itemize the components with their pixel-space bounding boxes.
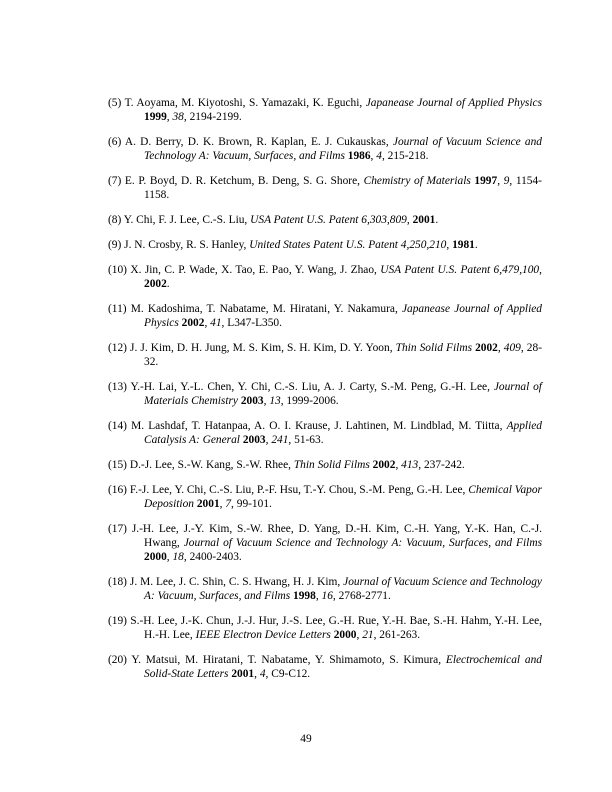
reference-number: (16) [108, 484, 127, 496]
reference-entry: (14) M. Lashdaf, T. Hatanpaa, A. O. I. Krause, J. Lahtinen, M. Lindblad, M. Tiitta, Applied Catalysis A: General 2003, 241, 51-63. [108, 420, 542, 446]
reference-pages: L347-L350. [227, 317, 282, 329]
reference-journal: Journal of Vacuum Science and Technology A: Vacuum, Surfaces, and Films [144, 136, 542, 162]
reference-authors: Y. Chi, F. J. Lee, C.-S. Liu, [123, 214, 248, 226]
reference-year: 2002 [372, 459, 396, 471]
reference-journal: Electrochemical and Solid-State Letters [144, 654, 542, 680]
reference-volume: 7 [225, 498, 232, 510]
reference-number: (17) [108, 523, 127, 535]
reference-authors: F.-J. Lee, Y. Chi, C.-S. Liu, P.-F. Hsu, T.-Y. Chou, S.-M. Peng, G.-H. Lee, [129, 484, 466, 496]
reference-entry: (7) E. P. Boyd, D. R. Ketchum, B. Deng, S. G. Shore, Chemistry of Materials 1997, 9, 1154-1158. [108, 175, 542, 201]
reference-entry: (10) X. Jin, C. P. Wade, X. Tao, E. Pao, Y. Wang, J. Zhao, USA Patent U.S. Patent 6,479,100, 2002. [108, 264, 542, 290]
reference-journal: Journal of Materials Chemistry [144, 381, 542, 407]
reference-journal: Chemical Vapor Deposition [144, 484, 542, 510]
reference-pages: 237-242. [423, 459, 465, 471]
reference-journal: Thin Solid Films [293, 459, 370, 471]
reference-list [108, 96, 542, 692]
reference-volume: 41 [210, 317, 222, 329]
reference-authors: Y.-H. Lai, Y.-L. Chen, Y. Chi, C.-S. Liu, A. J. Carty, S.-M. Peng, G.-H. Lee, [130, 381, 490, 393]
reference-pages: C9-C12. [271, 668, 311, 680]
reference-year: 2003 [242, 434, 266, 446]
reference-authors: Y. Matsui, M. Hiratani, T. Nabatame, Y. Shimamoto, S. Kimura, [131, 654, 442, 666]
reference-entry: (13) Y.-H. Lai, Y.-L. Chen, Y. Chi, C.-S. Liu, A. J. Carty, S.-M. Peng, G.-H. Lee, Journal of Materials Chemistry 2003, 13, 1999-2006. [108, 381, 542, 407]
reference-number: (18) [108, 576, 127, 588]
reference-pages: 261-263. [379, 629, 421, 641]
reference-entry: (18) J. M. Lee, J. C. Shin, C. S. Hwang, H. J. Kim, Journal of Vacuum Science and Technology A: Vacuum, Surfaces, and Films 1998, 16, 2768-2771. [108, 576, 542, 602]
reference-journal: USA Patent U.S. Patent 6,479,100 [380, 264, 540, 276]
reference-number: (9) [108, 239, 122, 251]
reference-number: (14) [108, 420, 127, 432]
reference-journal: Japanease Journal of Applied Physics [144, 303, 542, 329]
reference-journal: Japanease Journal of Applied Physics [365, 97, 542, 109]
reference-number: (7) [108, 175, 122, 187]
reference-year: 2002 [181, 317, 205, 329]
reference-authors: D.-J. Lee, S.-W. Kang, S.-W. Rhee, [129, 459, 291, 471]
reference-pages: 215-218. [387, 150, 429, 162]
reference-number: (20) [108, 654, 127, 666]
reference-pages: 2194-2199. [189, 111, 242, 123]
reference-number: (19) [108, 615, 127, 627]
reference-entry: (17) J.-H. Lee, J.-Y. Kim, S.-W. Rhee, D. Yang, D.-H. Kim, C.-H. Yang, Y.-K. Han, C.-J. Hwang, Journal of Vacuum Science and Technology A: Vacuum, Surfaces, and Films 2000, 18, 2400-2403. [108, 523, 542, 563]
reference-year: 1986 [347, 150, 371, 162]
reference-pages: 28-32. [144, 342, 542, 368]
reference-entry: (15) D.-J. Lee, S.-W. Kang, S.-W. Rhee, Thin Solid Films 2002, 413, 237-242. [108, 459, 465, 471]
reference-year: 1981 [452, 239, 475, 251]
reference-authors: J.-H. Lee, J.-Y. Kim, S.-W. Rhee, D. Yang, D.-H. Kim, C.-H. Yang, Y.-K. Han, C.-J. Hwang, [131, 523, 542, 549]
reference-volume: 4 [259, 668, 266, 680]
reference-entry: (6) A. D. Berry, D. K. Brown, R. Kaplan, E. J. Cukauskas, Journal of Vacuum Science and Technology A: Vacuum, Surfaces, and Films 1986, 4, 215-218. [108, 136, 542, 162]
reference-journal: Journal of Vacuum Science and Technology A: Vacuum, Surfaces, and Films [144, 576, 542, 602]
reference-entry: (19) S.-H. Lee, J.-K. Chun, J.-J. Hur, J.-S. Lee, G.-H. Rue, Y.-H. Bae, S.-H. Hahm, Y.-H. Lee, H.-H. Lee, IEEE Electron Device Letters 2000, 21, 261-263. [108, 615, 542, 641]
reference-authors: T. Aoyama, M. Kiyotoshi, S. Yamazaki, K. Eguchi, [124, 97, 363, 109]
reference-pages: 1154-1158. [144, 175, 542, 201]
reference-pages: 2768-2771. [338, 590, 391, 602]
reference-number: (10) [108, 264, 127, 276]
page-number: 49 [300, 733, 312, 745]
reference-journal: USA Patent U.S. Patent 6,303,809 [250, 214, 407, 226]
reference-year: 1998 [293, 590, 316, 602]
reference-number: (11) [108, 303, 127, 315]
reference-number: (5) [108, 97, 122, 109]
reference-year: 2003 [240, 395, 264, 407]
reference-volume: 18 [172, 551, 184, 563]
reference-pages: 99-101. [236, 498, 272, 510]
reference-year: 2001 [412, 214, 436, 226]
reference-pages: 51-63. [294, 434, 324, 446]
reference-volume: 4 [376, 150, 382, 162]
reference-entry: (12) J. J. Kim, D. H. Jung, M. S. Kim, S. H. Kim, D. Y. Yoon, Thin Solid Films 2002, 409, 28-32. [108, 342, 542, 368]
reference-authors: J. M. Lee, J. C. Shin, C. S. Hwang, H. J. Kim, [129, 576, 341, 588]
reference-entry: (9) J. N. Crosby, R. S. Hanley, United States Patent U.S. Patent 4,250,210, 1981. [108, 239, 478, 251]
reference-journal: Journal of Vacuum Science and Technology A: Vacuum, Surfaces, and Films [183, 537, 542, 549]
reference-year: 1997 [474, 175, 498, 187]
reference-authors: J. N. Crosby, R. S. Hanley, [124, 239, 247, 251]
reference-authors: M. Lashdaf, T. Hatanpaa, A. O. I. Krause, J. Lahtinen, M. Lindblad, M. Tiitta, [131, 420, 503, 432]
reference-volume: 409 [503, 342, 521, 354]
reference-year: 2002 [144, 278, 167, 290]
reference-year: 1999 [144, 111, 167, 123]
reference-volume: 9 [503, 175, 510, 187]
reference-entry: (20) Y. Matsui, M. Hiratani, T. Nabatame, Y. Shimamoto, S. Kimura, Electrochemical and Solid-State Letters 2001, 4, C9-C12. [108, 654, 542, 680]
reference-number: (12) [108, 342, 127, 354]
reference-authors: M. Kadoshima, T. Nabatame, M. Hiratani, Y. Nakamura, [130, 303, 398, 315]
reference-year: 2002 [475, 342, 498, 354]
reference-pages: 2400-2403. [189, 551, 242, 563]
reference-journal: United States Patent U.S. Patent 4,250,210 [249, 239, 447, 251]
reference-volume: 13 [269, 395, 281, 407]
reference-journal: IEEE Electron Device Letters [195, 629, 331, 641]
reference-number: (15) [108, 459, 127, 471]
reference-authors: A. D. Berry, D. K. Brown, R. Kaplan, E. J. Cukauskas, [124, 136, 389, 148]
reference-authors: X. Jin, C. P. Wade, X. Tao, E. Pao, Y. Wang, J. Zhao, [130, 264, 377, 276]
reference-volume: 21 [362, 629, 374, 641]
reference-entry: (16) F.-J. Lee, Y. Chi, C.-S. Liu, P.-F. Hsu, T.-Y. Chou, S.-M. Peng, G.-H. Lee, Chemical Vapor Deposition 2001, 7, 99-101. [108, 484, 542, 510]
reference-number: (6) [108, 136, 122, 148]
reference-authors: E. P. Boyd, D. R. Ketchum, B. Deng, S. G. Shore, [124, 175, 360, 187]
reference-number: (8) [108, 214, 122, 226]
reference-year: 2001 [231, 668, 255, 680]
reference-entry: (8) Y. Chi, F. J. Lee, C.-S. Liu, USA Patent U.S. Patent 6,303,809, 2001. [108, 214, 439, 226]
reference-journal: Chemistry of Materials [363, 175, 471, 187]
reference-volume: 38 [172, 111, 184, 123]
reference-journal: Applied Catalysis A: General [144, 420, 542, 446]
reference-journal: Thin Solid Films [395, 342, 473, 354]
reference-number: (13) [108, 381, 127, 393]
reference-authors: J. J. Kim, D. H. Jung, M. S. Kim, S. H. Kim, D. Y. Yoon, [130, 342, 393, 354]
reference-entry: (11) M. Kadoshima, T. Nabatame, M. Hiratani, Y. Nakamura, Japanease Journal of Applied Physics 2002, 41, L347-L350. [108, 303, 542, 329]
reference-pages: 1999-2006. [286, 395, 339, 407]
reference-authors: S.-H. Lee, J.-K. Chun, J.-J. Hur, J.-S. Lee, G.-H. Rue, Y.-H. Bae, S.-H. Hahm, Y.-H. Lee, H.-H. Lee, [130, 615, 542, 641]
reference-volume: 16 [321, 590, 333, 602]
reference-year: 2000 [144, 551, 167, 563]
reference-year: 2001 [196, 498, 220, 510]
reference-volume: 413 [401, 459, 419, 471]
reference-volume: 241 [271, 434, 289, 446]
reference-year: 2000 [333, 629, 357, 641]
reference-entry: (5) T. Aoyama, M. Kiyotoshi, S. Yamazaki, K. Eguchi, Japanease Journal of Applied Physics 1999, 38, 2194-2199. [108, 97, 542, 123]
